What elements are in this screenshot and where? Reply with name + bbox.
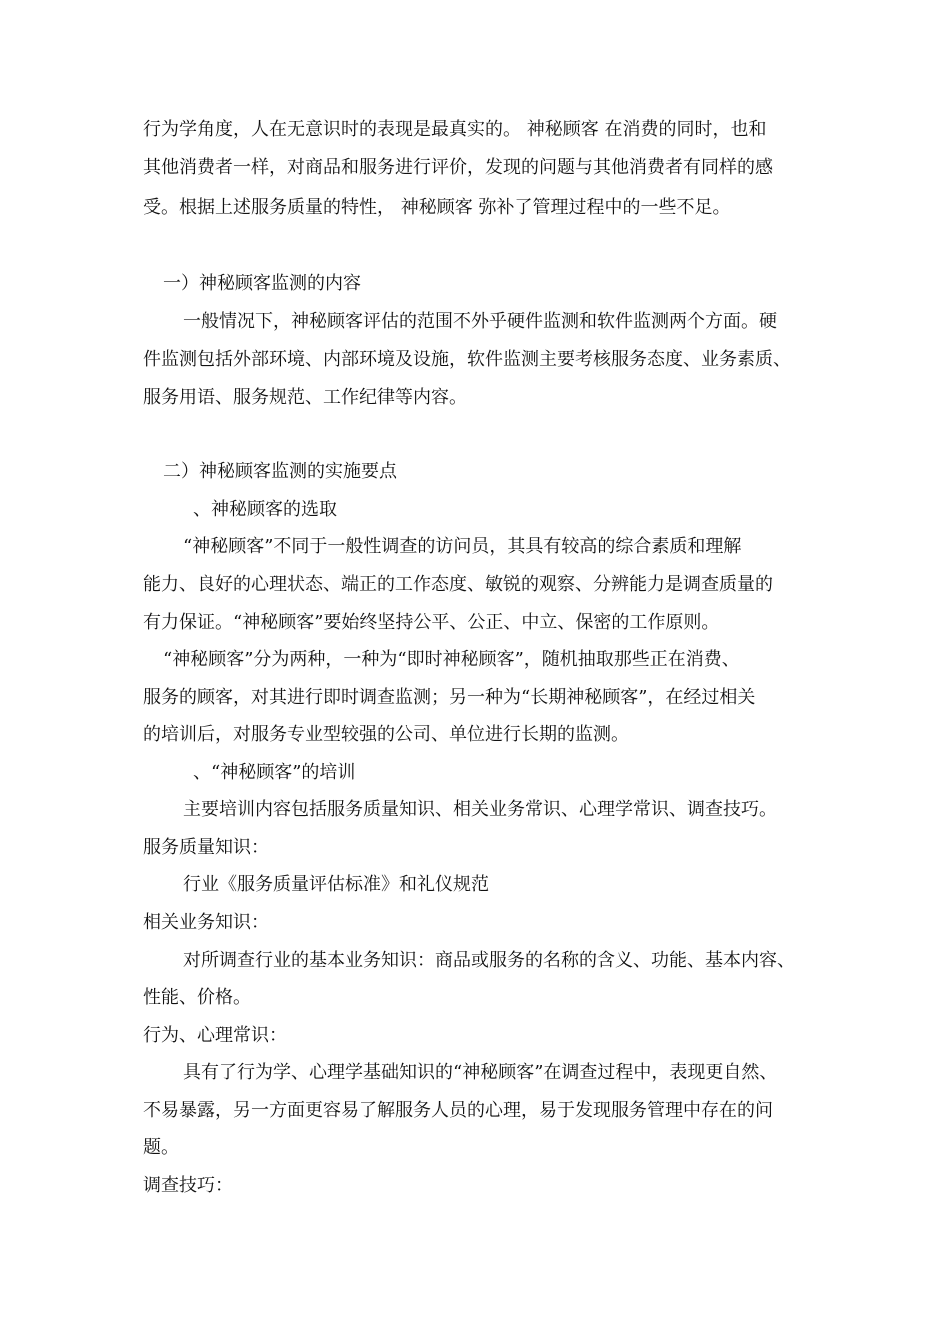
text-line-20: 相关业务知识： bbox=[143, 912, 269, 933]
text-line-15: 的培训后，对服务专业型较强的公司、单位进行长期的监测。 bbox=[143, 724, 629, 745]
text-line-24: 具有了行为学、心理学基础知识的“神秘顾客”在调查过程中，表现更自然、 bbox=[183, 1062, 778, 1083]
text-line-1: 行为学角度，人在无意识时的表现是最真实的。 神秘顾客 在消费的同时，也和 bbox=[143, 119, 767, 140]
section-heading-implementation: 二）神秘顾客监测的实施要点 bbox=[163, 461, 397, 482]
text-line-11: 能力、良好的心理状态、端正的工作态度、敏锐的观察、分辨能力是调查质量的 bbox=[143, 574, 773, 595]
text-line-3: 受。根据上述服务质量的特性， 神秘顾客 弥补了管理过程中的一些不足。 bbox=[143, 197, 731, 218]
text-line-26: 题。 bbox=[143, 1137, 179, 1158]
text-line-27: 调查技巧： bbox=[143, 1175, 233, 1196]
text-line-19: 行业《服务质量评估标准》和礼仪规范 bbox=[183, 874, 489, 895]
text-line-5: 一般情况下，神秘顾客评估的范围不外乎硬件监测和软件监测两个方面。硬 bbox=[183, 311, 777, 332]
section-heading-content: 一）神秘顾客监测的内容 bbox=[163, 273, 361, 294]
text-line-2: 其他消费者一样，对商品和服务进行评价，发现的问题与其他消费者有同样的感 bbox=[143, 157, 773, 178]
subheading-training: 、“神秘顾客”的培训 bbox=[193, 762, 356, 783]
text-line-18: 服务质量知识： bbox=[143, 837, 269, 858]
text-line-13: “神秘顾客”分为两种，一种为“即时神秘顾客”，随机抽取那些正在消费、 bbox=[163, 649, 740, 670]
text-line-21: 对所调查行业的基本业务知识：商品或服务的名称的含义、功能、基本内容、 bbox=[183, 950, 795, 971]
text-line-7: 服务用语、服务规范、工作纪律等内容。 bbox=[143, 387, 467, 408]
text-line-25: 不易暴露，另一方面更容易了解服务人员的心理，易于发现服务管理中存在的问 bbox=[143, 1100, 773, 1121]
text-line-10: “神秘顾客”不同于一般性调查的访问员，其具有较高的综合素质和理解 bbox=[183, 536, 742, 557]
text-line-12: 有力保证。“神秘顾客”要始终坚持公平、公正、中立、保密的工作原则。 bbox=[143, 612, 720, 633]
text-line-6: 件监测包括外部环境、内部环境及设施，软件监测主要考核服务态度、业务素质、 bbox=[143, 349, 791, 370]
text-line-23: 行为、心理常识： bbox=[143, 1025, 287, 1046]
text-line-22: 性能、价格。 bbox=[143, 987, 251, 1008]
text-line-17: 主要培训内容包括服务质量知识、相关业务常识、心理学常识、调查技巧。 bbox=[183, 799, 777, 820]
subheading-selection: 、神秘顾客的选取 bbox=[193, 499, 337, 520]
text-line-14: 服务的顾客，对其进行即时调查监测；另一种为“长期神秘顾客”，在经过相关 bbox=[143, 687, 756, 708]
